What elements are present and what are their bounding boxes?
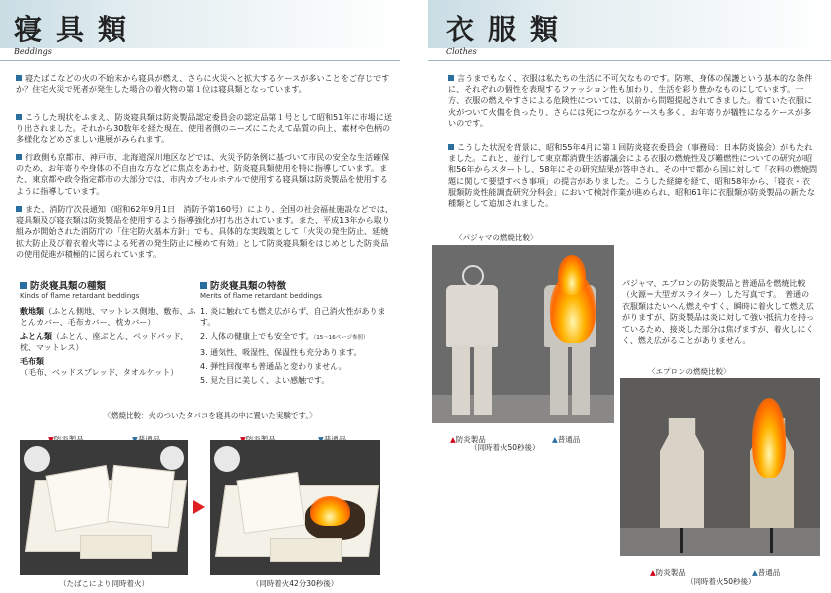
blue-triangle-icon: ▲ [552, 435, 558, 444]
bedding-features-heading: 防炎寝具類の特徴 [200, 278, 395, 292]
bedding-photo-after [210, 440, 380, 575]
bullet-square [200, 282, 207, 289]
bedding-types-section [20, 278, 200, 378]
right-subtitle: Clothes [446, 47, 477, 56]
feature-item: 5. 見た目に美しく、よい感触です。 [200, 376, 330, 385]
bedding-type-item: 毛布類（毛布、ベッドスプレッド、タオルケット） [20, 357, 179, 377]
pajama-photo-caption: （同時着火50秒後） [470, 443, 540, 452]
bullet-square [20, 282, 27, 289]
blue-triangle-icon: ▲ [752, 568, 758, 577]
right-paragraph-1: 言うまでもなく、衣服は私たちの生活に不可欠なものです。防寒、身体の保護という基本的な条件に、それぞれの個性を表現するファッション性も加わり、生活を彩り豊かなものにしています。一方、衣服の燃えやすさによる危険性については、以前から問題提起されてきました。着ていた衣服に火がついて火傷を負ったり、さらには死につながるケースも多く、お年寄りが犠牲になるケースが多いのです。 [448, 73, 813, 128]
bullet-square [448, 144, 454, 150]
bedding-type-item: 敷地類（ふとん側地、マットレス側地、敷布、ふとんカバー、毛布カバー、枕カバー） [20, 307, 196, 327]
apron-caption: 〈エプロンの燃焼比較〉 [648, 367, 731, 376]
red-triangle-icon: ▲ [650, 568, 656, 577]
left-paragraph-1: 寝たばこなどの火の不始末から寝具が燃え、さらに火災へと拡大するケースが多いことをご存じですか？住宅火災で死者が発生した場合の着火物の第１位は寝具類となっています。 [16, 73, 390, 95]
feature-item: 3. 通気性、吸湿性、保温性も充分あります。 [200, 348, 362, 357]
pajama-photo [432, 245, 614, 423]
bullet-square [16, 75, 22, 81]
bedding-comparison-caption: 〈燃焼比較：火のついたタバコを寝具の中に置いた実験です。〉 [103, 411, 317, 420]
feature-note: （15～16ページ参照） [313, 335, 369, 341]
left-divider [0, 60, 400, 61]
feature-item: 1. 炎に触れても燃え広がらず、自己消火性があります。 [200, 307, 386, 327]
left-paragraph-4: また、消防庁次長通知（昭和62年9月1日 消防予第160号）により、全国の社会福祉施設などでは、寝具類及び寝衣類は防炎製品を使用するよう指導強化が打ち出されています。また、平成13年から取り組みが開始された消防庁の「住宅防火基本方針」でも、具体的な実践策として「火災の発生防止、延焼拡大防止及び着衣着火等による死者の発生防止に極めて有効」として防炎寝具類をはじめとした防炎品の使用促進が積極的に図られています。 [16, 204, 393, 259]
right-title: 衣服類 [446, 13, 573, 46]
left-subtitle: Beddings [14, 47, 52, 56]
pajama-flame-label: ▲防炎製品 [450, 435, 486, 444]
pajama-caption: 〈パジャマの燃焼比較〉 [455, 233, 538, 242]
right-divider [428, 60, 831, 61]
feature-item: 2. 人体の健康上でも安全です。（15～16ページ参照） [200, 332, 369, 341]
feature-item: 4. 弾性回復率も普通品と変わりません。 [200, 362, 347, 371]
bedding-photo-after-caption: （同時着火42分30秒後） [251, 579, 339, 588]
red-triangle-icon: ▲ [450, 435, 456, 444]
bedding-features-section [200, 278, 395, 386]
apron-normal-label: ▲普通品 [752, 568, 781, 577]
bedding-features-heading-en: Merits of flame retardant beddings [200, 292, 322, 300]
right-paragraph-2: こうした状況を背景に、昭和55年4月に第１回防炎寝衣委員会（事務局：日本防炎協会）がもたれました。これと、並行して東京都消費生活審議会による衣服の燃焼性及び難燃性についての研究が昭和56年からスタートし、58年にその研究結果が答申され、その中で都から国に対して「衣料の燃焼問題に関して要望すべき事項」の提言がありました。こうした経緯を経て、昭和58年から、「寝衣・衣服類防炎性能調査研究分科会」において検討作業が進められ、昭和61年に衣服類が防炎製品の新たな種類として追加されました。 [448, 142, 818, 209]
pajama-description: パジャマ、エプロンの防炎製品と普通品を燃焼比較（火源＝大型ガスライター）した写真です。 普通の衣服類はたいへん燃えやすく、瞬時に着火して燃え広がりますが、防炎製品は炎に対して強い抵抗力を持っているため、接炎した部分は焦げますが、着火しにくく、燃え広がることがありません。 [622, 279, 814, 346]
bedding-types-heading-en: Kinds of flame retardant beddings [20, 292, 140, 300]
bullet-square [16, 206, 22, 212]
bullet-square [448, 75, 454, 81]
left-paragraph-2: こうした現状をふまえ、防炎寝具類は防炎製品認定委員会の認定品第１号として昭和51年に市場に送り出されました。それから30数年を経た現在、使用者側のニーズにこたえて品質の向上、素材や色柄の多様化などめざましい進展がみられます。 [16, 112, 392, 145]
apron-photo-caption: （同時着火50秒後） [686, 577, 756, 586]
apron-photo [620, 378, 820, 556]
bedding-types-heading: 防炎寝具類の種類 [20, 278, 200, 292]
pajama-normal-label: ▲普通品 [552, 435, 581, 444]
arrow-right-icon [193, 500, 205, 514]
bedding-type-item: ふとん類（ふとん、座ぶとん、ベッドパッド、枕、マットレス） [20, 332, 189, 352]
bedding-photo-before [20, 440, 188, 575]
bedding-photo-before-caption: （たばこにより同時着火） [59, 579, 149, 588]
apron-flame-label: ▲防炎製品 [650, 568, 686, 577]
bullet-square [16, 114, 22, 120]
left-title: 寝具類 [14, 13, 141, 46]
left-paragraph-3: 行政側も京都市、神戸市、北海道深川地区などでは、火災予防条例に基づいて市民の安全な生活確保のため、お年寄りや身体の不自由な方などに焦点をあわせ、防炎寝具類使用を特に指導しています。また、東京都や政令指定都市の大部分では、市内カプセルホテルで使用する寝具類は防炎製品を使用するように指導しています。 [16, 152, 390, 196]
bullet-square [16, 154, 22, 160]
